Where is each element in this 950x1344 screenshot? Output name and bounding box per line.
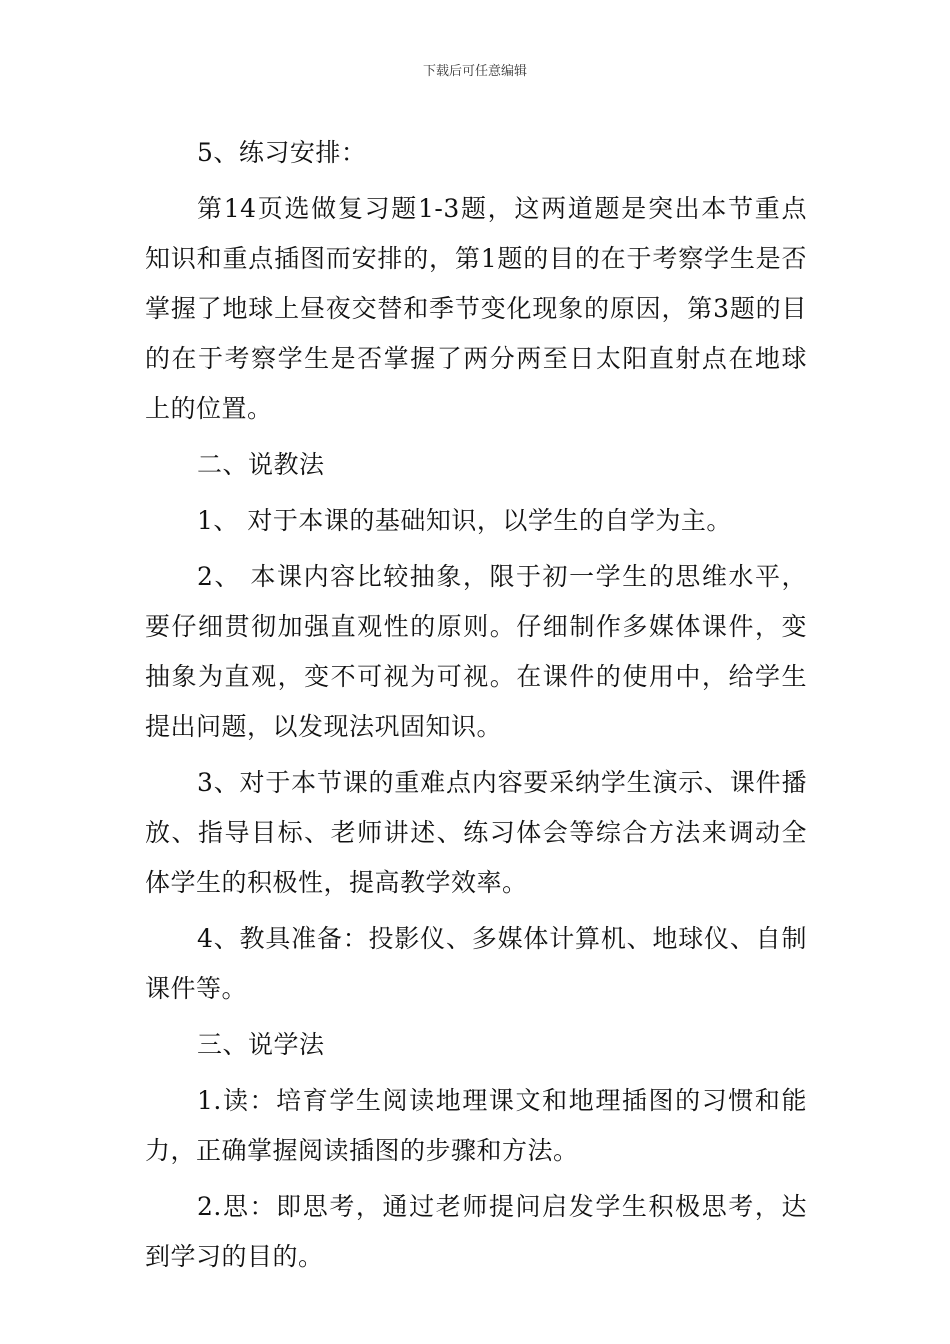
paragraph-method-1: 1、 对于本课的基础知识，以学生的自学为主。 [197,506,732,535]
paragraph-learning-read: 1.读：培育学生阅读地理课文和地理插图的习惯和能力，正确掌握阅读插图的步骤和方法。 [145,1086,807,1165]
paragraph-learning-think: 2.思：即思考，通过老师提问启发学生积极思考，达到学习的目的。 [145,1192,807,1271]
section-heading-learning-method: 三、说学法 [197,1030,325,1059]
document-body [145,128,807,1288]
section-heading-teaching-method: 二、说教法 [197,450,325,479]
paragraph-practice-heading: 5、练习安排： [197,138,367,167]
paragraph-method-2: 2、 本课内容比较抽象，限于初一学生的思维水平，要仔细贯彻加强直观性的原则。仔细制作多媒体课件，变抽象为直观，变不可视为可视。在课件的使用中，给学生提出问题，以发现法巩固知识。 [145,562,807,741]
paragraph-method-4: 4、教具准备：投影仪、多媒体计算机、地球仪、自制课件等。 [145,924,807,1003]
page-header-note: 下载后可任意编辑 [422,64,527,79]
paragraph-practice-details: 第14页选做复习题1-3题，这两道题是突出本节重点知识和重点插图而安排的，第1题的目的在于考察学生是否掌握了地球上昼夜交替和季节变化现象的原因，第3题的目的在于考察学生是否掌握了两分两至日太阳直射点在地球上的位置。 [145,194,807,423]
paragraph-method-3: 3、对于本节课的重难点内容要采纳学生演示、课件播放、指导目标、老师讲述、练习体会等综合方法来调动全体学生的积极性，提高教学效率。 [145,768,807,897]
